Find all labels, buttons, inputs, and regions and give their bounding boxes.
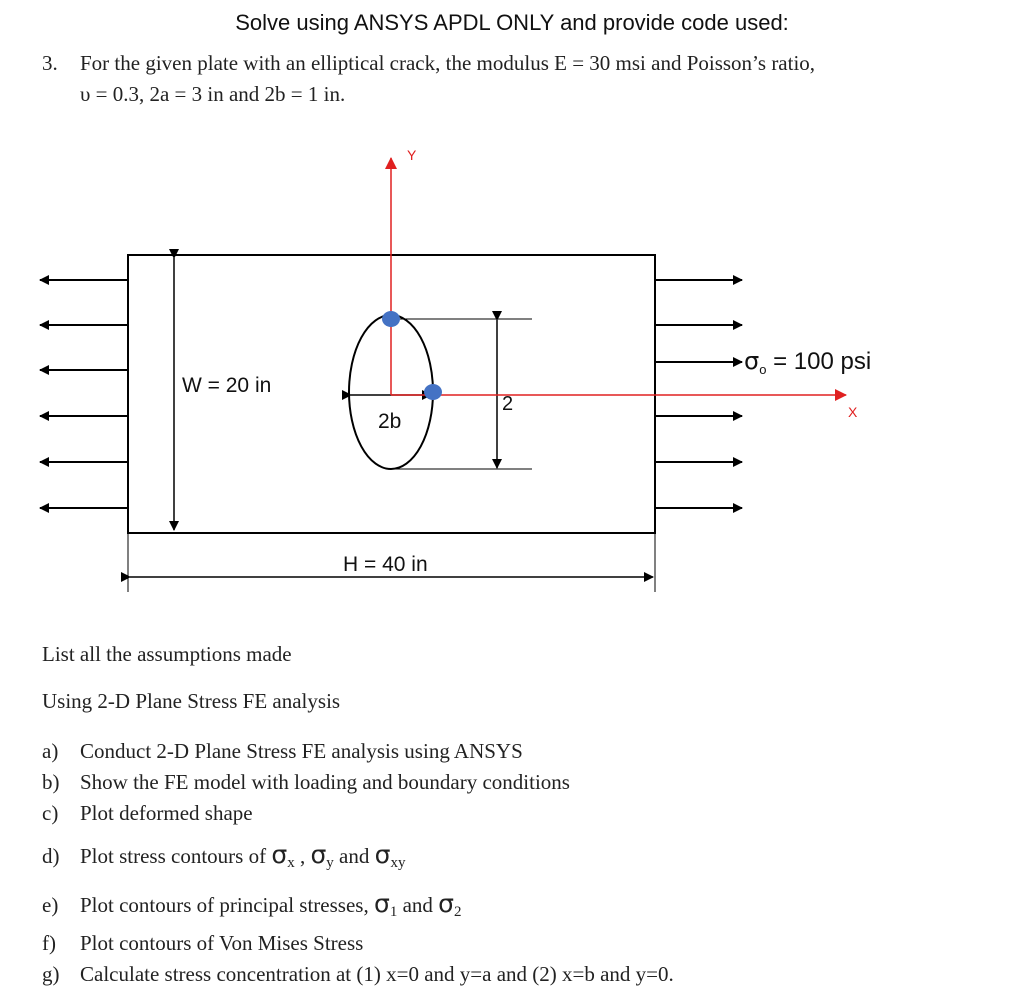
task-a: a) Conduct 2-D Plane Stress FE analysis using ANSYS <box>42 739 523 763</box>
problem-line-2: υ = 0.3, 2a = 3 in and 2b = 1 in. <box>80 82 346 106</box>
task-b: b) Show the FE model with loading and boundary conditions <box>42 770 570 794</box>
task-f: f) Plot contours of Von Mises Stress <box>42 931 364 955</box>
major-axis-label: 2 <box>502 393 514 415</box>
task-g: g) Calculate stress concentration at (1) x=0 and y=a and (2) x=b and y=0. <box>42 962 674 986</box>
method-text: Using 2-D Plane Stress FE analysis <box>42 689 341 713</box>
y-axis-label: Y <box>407 147 417 163</box>
problem-line-1: For the given plate with an elliptical crack, the modulus E = 30 msi and Poisson’s ratio, <box>80 51 816 75</box>
width-label: W = 20 in <box>182 374 272 397</box>
task-c: c) Plot deformed shape <box>42 801 253 825</box>
minor-axis-label: 2b <box>378 410 402 433</box>
side-point <box>424 384 442 400</box>
assumptions-text: List all the assumptions made <box>42 642 292 666</box>
stress-subscript: o <box>759 362 767 377</box>
problem-number: 3. <box>42 51 58 75</box>
stress-value: = 100 psi <box>766 348 872 375</box>
stress-symbol: σ <box>744 347 760 375</box>
left-load-arrows <box>40 280 128 508</box>
height-label: H = 40 in <box>343 553 428 576</box>
task-list <box>42 736 942 829</box>
right-load-arrows <box>655 280 742 508</box>
task-e: e) Plot contours of principal stresses, $\sigma_1$ and $\sigma_2$ <box>42 889 462 920</box>
task-d: d) Plot stress contours of $\sigma_x$ , $\sigma_y$ and $\sigma_{xy}$ <box>42 840 406 871</box>
page-heading: Solve using ANSYS APDL ONLY and provide code used: <box>235 10 789 35</box>
x-axis-label: X <box>848 404 858 420</box>
top-point <box>382 311 400 327</box>
task-list-2 <box>42 888 942 990</box>
stress-label <box>744 347 871 377</box>
